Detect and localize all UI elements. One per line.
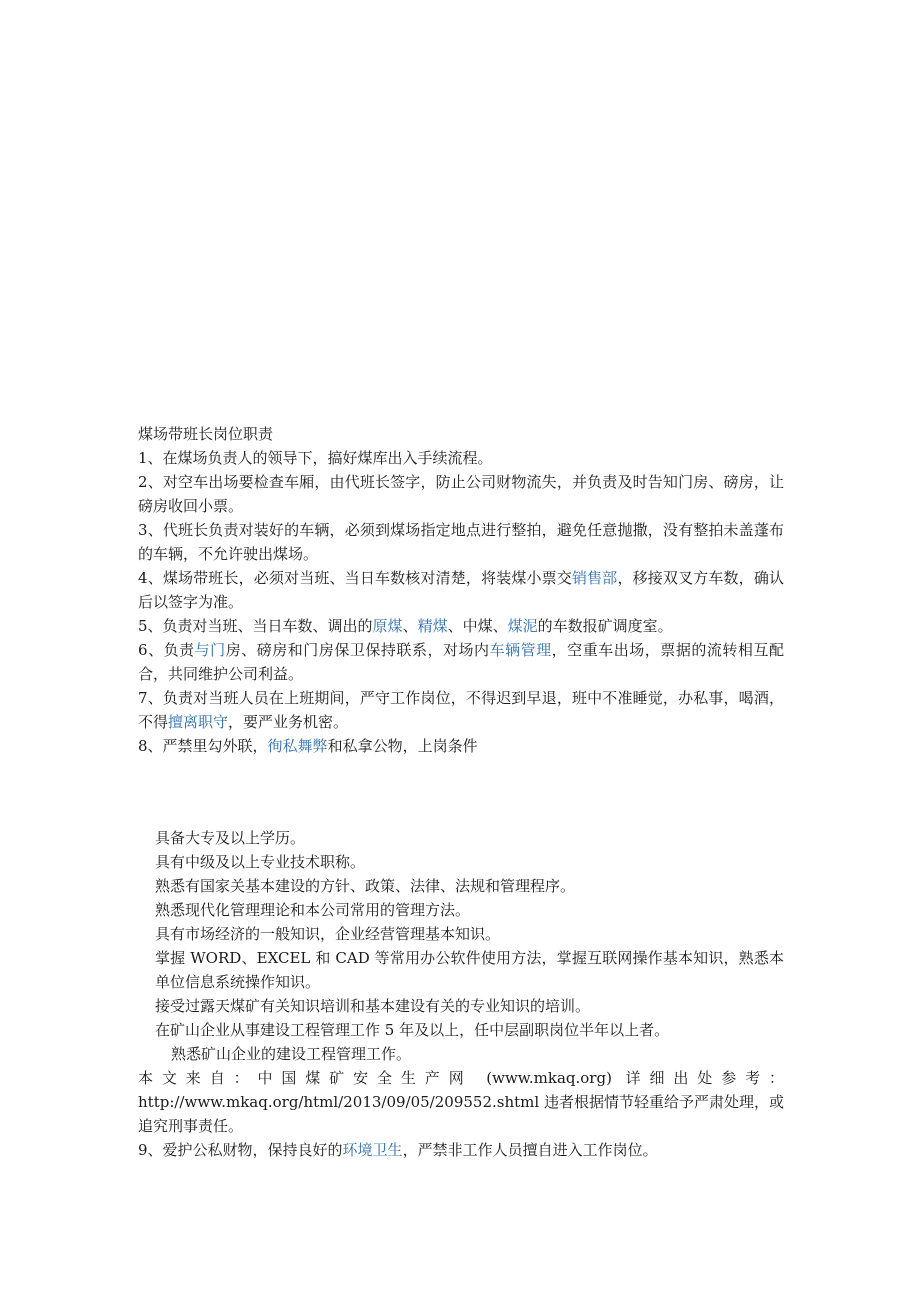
text-segment: 6、负责	[138, 641, 195, 659]
keyword-link[interactable]: 煤泥	[507, 617, 538, 635]
source-line-2: http://www.mkaq.org/html/2013/09/05/209552.shtml 违者根据情节轻重给予严肃处理，或追究刑事责任。	[138, 1093, 784, 1135]
duty-item-9	[138, 1138, 784, 1162]
text-segment: 5、负责对当班、当日车数、调出的	[138, 617, 373, 635]
text-segment: 房、磅房和门房保卫保持联系，对场内	[225, 641, 490, 659]
text-segment: 、中煤、	[447, 617, 508, 635]
requirement-item: 具有中级及以上专业技术职称。	[155, 853, 366, 871]
text-segment: 4、煤场带班长，必须对当班、当日车数核对清楚，将装煤小票交	[138, 569, 572, 587]
duty-item	[138, 518, 784, 566]
requirement-item: 掌握 WORD、EXCEL 和 CAD 等常用办公软件使用方法，掌握互联网操作基本知识，熟悉本单位信息系统操作知识。	[155, 949, 784, 991]
keyword-link[interactable]: 与门	[194, 641, 226, 659]
requirement-item: 接受过露天煤矿有关知识培训和基本建设有关的专业知识的培训。	[155, 997, 591, 1015]
document-body	[138, 422, 784, 1162]
text-segment: 的车数报矿调度室。	[537, 617, 673, 635]
keyword-link[interactable]: 徇私舞弊	[267, 737, 328, 755]
text-segment: ，严禁非工作人员擅自进入工作岗位。	[402, 1141, 658, 1159]
text-segment: 1、在煤场负责人的领导下，搞好煤库出入手续流程。	[138, 449, 493, 467]
requirement-item: 在矿山企业从事建设工程管理工作 5 年及以上，任中层副职岗位半年以上者。	[155, 1021, 670, 1039]
text-segment: 2、对空车出场要检查车厢，由代班长签字，防止公司财物流失，并负责及时告知门房、磅房，让磅房收回小票。	[138, 473, 784, 515]
text-segment: 、	[402, 617, 418, 635]
keyword-link[interactable]: 环境卫生	[342, 1141, 403, 1159]
text-segment: ，要严业务机密。	[228, 713, 349, 731]
duty-item	[138, 638, 784, 686]
keyword-link[interactable]: 原煤	[372, 617, 403, 635]
requirement-item: 熟悉有国家关基本建设的方针、政策、法律、法规和管理程序。	[155, 877, 576, 895]
duty-item	[138, 446, 784, 470]
text-segment: 和私拿公物，上岗条件	[327, 737, 478, 755]
requirement-item: 具有市场经济的一般知识，企业经营管理基本知识。	[155, 925, 501, 943]
requirement-item: 具备大专及以上学历。	[155, 829, 306, 847]
requirements-list	[138, 826, 784, 1042]
duty-item	[138, 470, 784, 518]
requirement-item: 熟悉现代化管理理论和本公司常用的管理方法。	[155, 901, 471, 919]
duty-item	[138, 686, 784, 734]
document-title: 煤场带班长岗位职责	[138, 425, 274, 443]
duty-item	[138, 614, 784, 638]
text-segment: 7、负责对当班人员在上班期间，严守工作岗位，不得迟到早退，班中不准睡觉，办私事，喝酒，不得	[138, 689, 784, 731]
duty-item	[138, 734, 784, 758]
text-segment: 3、代班长负责对装好的车辆，必须到煤场指定地点进行整拍，避免任意抛撒，没有整拍未盖蓬布的车辆，不允许驶出煤场。	[138, 521, 784, 563]
text-segment: ，移接双叉方车数，确认后以签字为准。	[138, 569, 784, 611]
text-segment: ，空重车出场，票据的流转相互配合，共同维护公司利益。	[138, 641, 784, 683]
section-gap	[138, 758, 784, 826]
requirement-last: 熟悉矿山企业的建设工程管理工作。	[171, 1045, 412, 1063]
keyword-link[interactable]: 擅离职守	[168, 713, 229, 731]
duty-item	[138, 566, 784, 614]
source-line-1: 本文来自：中国煤矿安全生产网 (www.mkaq.org) 详细出处参考：	[138, 1069, 784, 1087]
keyword-link[interactable]: 销售部	[571, 569, 618, 587]
keyword-link[interactable]: 精煤	[417, 617, 448, 635]
duties-list	[138, 446, 784, 758]
text-segment: 8、严禁里勾外联，	[138, 737, 268, 755]
keyword-link[interactable]: 车辆管理	[489, 641, 552, 659]
text-segment: 9、爱护公私财物，保持良好的	[138, 1141, 343, 1159]
